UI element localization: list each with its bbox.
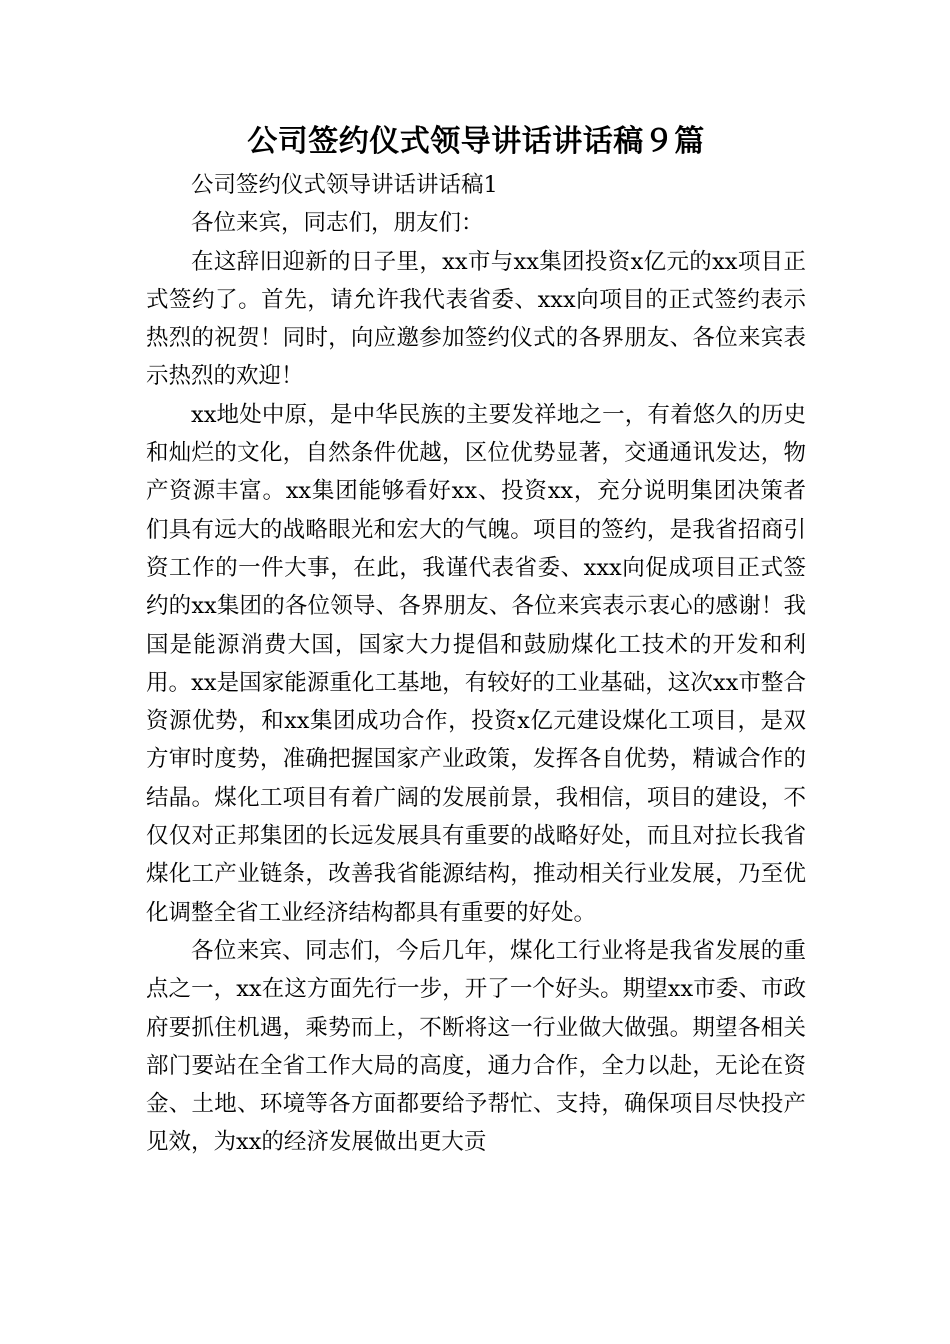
body-paragraph-1: 在这辞旧迎新的日子里，xx市与xx集团投资x亿元的xx项目正式签约了。首先，请允许我代表省委、xxx向项目的正式签约表示热烈的祝贺！同时，向应邀参加签约仪式的各界朋友、各位来宾表示热烈的欢迎！	[146, 248, 806, 390]
document-page	[146, 118, 806, 1162]
body-paragraph-2: xx地处中原，是中华民族的主要发祥地之一，有着悠久的历史和灿烂的文化，自然条件优越，区位优势显著，交通通讯发达，物产资源丰富。xx集团能够看好xx、投资xx，充分说明集团决策者们具有远大的战略眼光和宏大的气魄。项目的签约，是我省招商引资工作的一件大事，在此，我谨代表省委、xxx向促成项目正式签约的xx集团的各位领导、各界朋友、各位来宾表示衷心的感谢！我国是能源消费大国，国家大力提倡和鼓励煤化工技术的开发和利用。xx是国家能源重化工基地，有较好的工业基础，这次xx市整合资源优势，和xx集团成功合作，投资x亿元建设煤化工项目，是双方审时度势，准确把握国家产业政策，发挥各自优势，精诚合作的结晶。煤化工项目有着广阔的发展前景，我相信，项目的建设，不仅仅对正邦集团的长远发展具有重要的战略好处，而且对拉长我省煤化工产业链条，改善我省能源结构，推动相关行业发展，乃至优化调整全省工业经济结构都具有重要的好处。	[146, 401, 806, 926]
salutation-paragraph: 各位来宾，同志们，朋友们：	[191, 210, 484, 237]
subtitle-paragraph: 公司签约仪式领导讲话讲话稿1	[191, 172, 498, 198]
body-paragraph-3: 各位来宾、同志们，今后几年，煤化工行业将是我省发展的重点之一，xx在这方面先行一步，开了一个好头。期望xx市委、市政府要抓住机遇，乘势而上，不断将这一行业做大做强。期望各相关部门要站在全省工作大局的高度，通力合作，全力以赴，无论在资金、土地、环境等各方面都要给予帮忙、支持，确保项目尽快投产见效，为xx的经济发展做出更大贡	[146, 937, 806, 1156]
document-title: 公司签约仪式领导讲话讲话稿９篇	[247, 124, 705, 159]
